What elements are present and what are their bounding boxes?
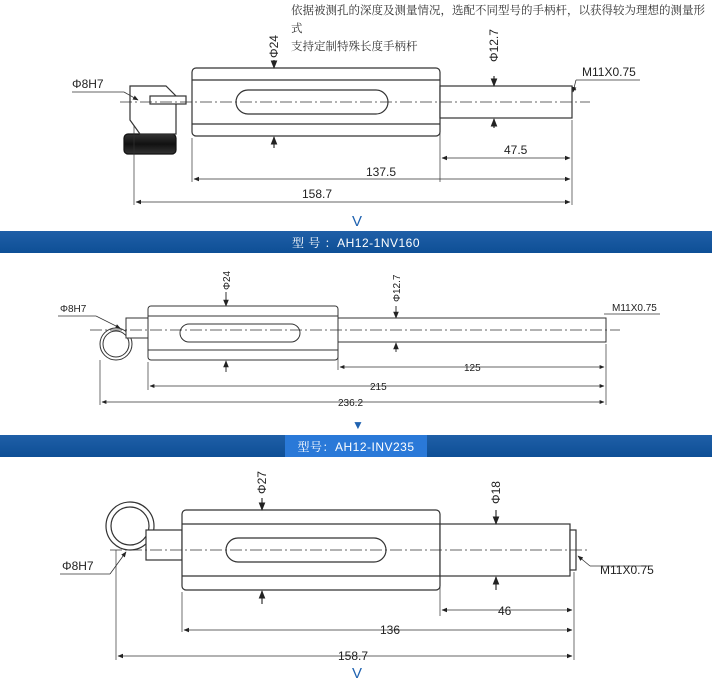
label-body-dia-3: Φ27 — [255, 471, 269, 494]
drawing-1 — [72, 60, 640, 205]
separator-arrow-3: V — [352, 665, 363, 682]
label-overall-1: 158.7 — [302, 187, 333, 201]
label-bore-3: Φ8H7 — [62, 559, 94, 573]
separator-arrow-2: ▼ — [352, 418, 364, 432]
label-overall-3: 158.7 — [338, 649, 369, 663]
drawing-3 — [60, 498, 650, 660]
model-label-2: 型号：AH12-INV235 — [285, 435, 426, 457]
model-label-1: 型 号 ：AH12-1NV160 — [291, 235, 421, 250]
probe-head-3 — [146, 530, 182, 560]
label-bore-2: Φ8H7 — [60, 304, 87, 315]
label-thread-2: M11X0.75 — [612, 303, 657, 314]
knurled-knob-1 — [124, 134, 176, 154]
label-body-to-end-2: 215 — [370, 382, 387, 393]
label-shaft-len-2: 125 — [464, 363, 481, 374]
label-thread-1: M11X0.75 — [582, 65, 636, 79]
label-shaft-dia-1: Φ12.7 — [487, 29, 501, 62]
probe-head-1 — [130, 86, 176, 134]
label-shaft-dia-2: Φ12.7 — [392, 274, 403, 302]
label-shaft-dia-3: Φ18 — [489, 481, 503, 504]
intro-line-2: 支持定制特殊长度手柄杆 — [291, 41, 418, 53]
body-slot-2 — [180, 324, 300, 342]
label-body-dia-1: Φ24 — [267, 35, 281, 58]
label-overall-2: 236.2 — [338, 398, 364, 409]
label-thread-3: M11X0.75 — [600, 563, 654, 577]
label-bore-1: Φ8H7 — [72, 77, 104, 91]
label-body-to-end-1: 137.5 — [366, 165, 397, 179]
separator-arrow-1: V — [352, 213, 363, 230]
drawing-2 — [58, 292, 660, 405]
label-body-to-end-3: 136 — [380, 623, 401, 637]
intro-line-1: 依据被测孔的深度及测量情况，选配不同型号的手柄杆，以获得较为理想的测量形式 — [291, 5, 705, 35]
label-body-dia-2: Φ24 — [222, 270, 233, 290]
probe-head-2 — [126, 318, 148, 338]
label-shaft-len-3: 46 — [498, 604, 512, 618]
label-shaft-len-1: 47.5 — [504, 143, 528, 157]
